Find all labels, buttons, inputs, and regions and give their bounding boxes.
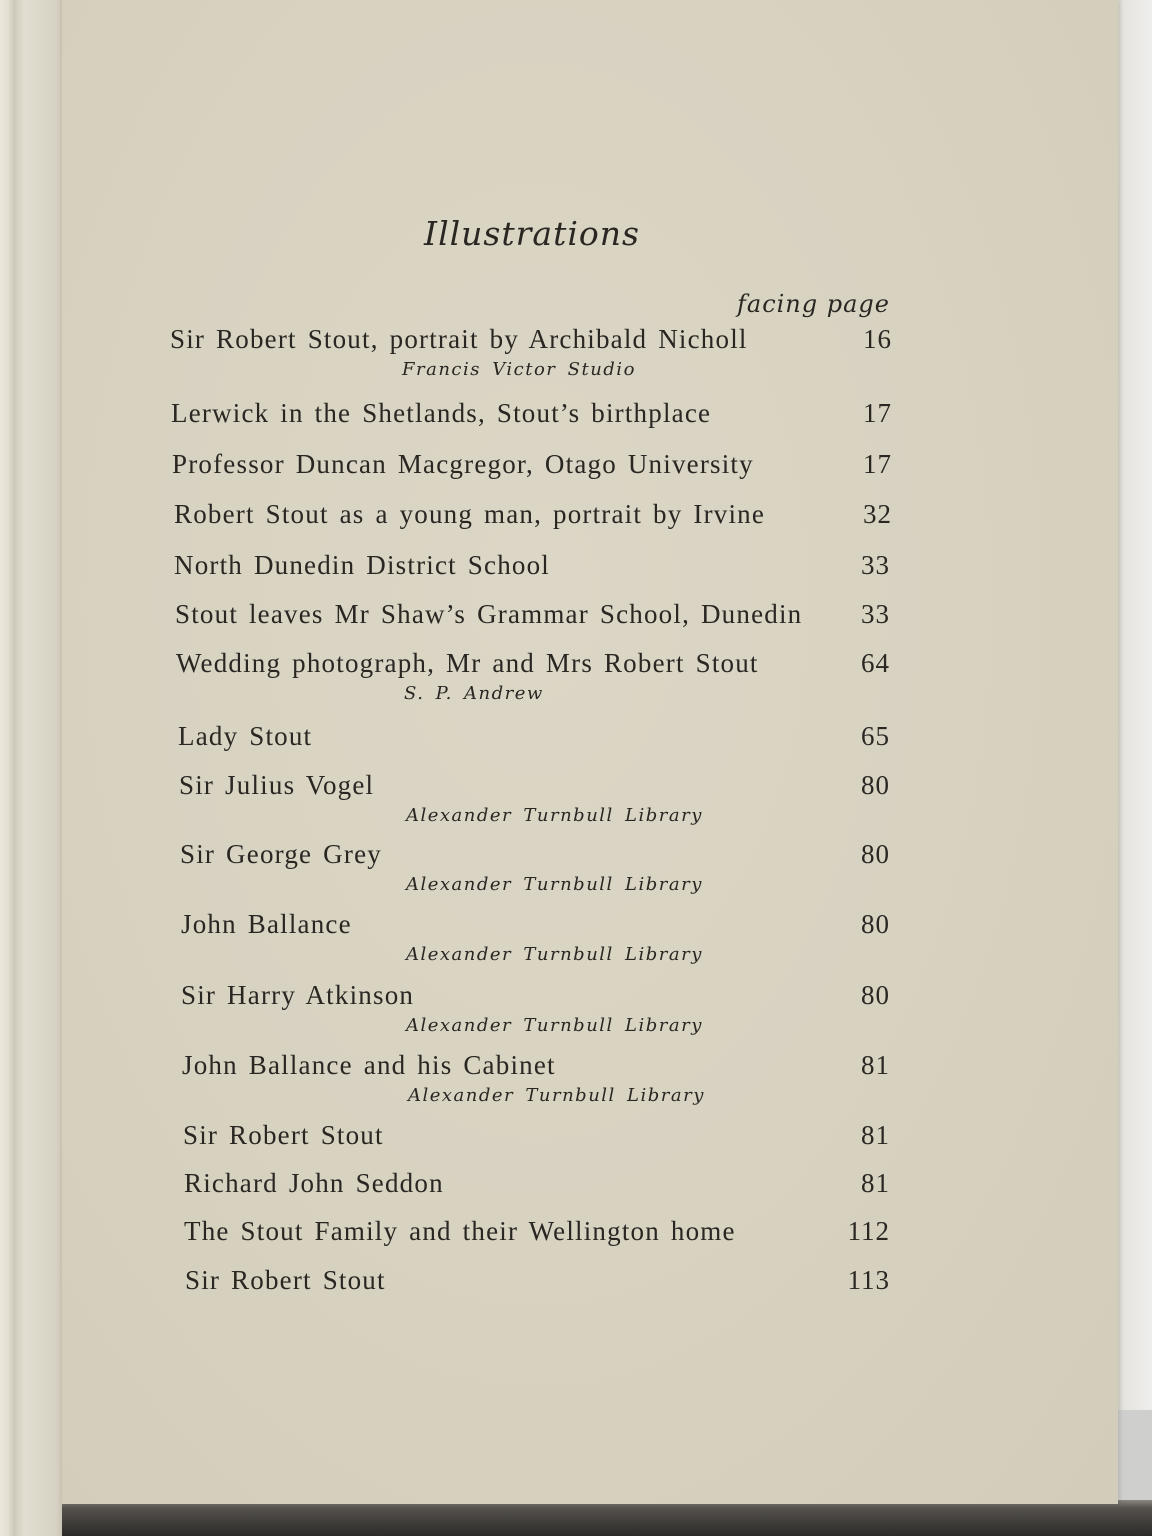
list-item [0,1050,1152,1106]
entry-title: Sir Robert Stout [183,1120,384,1150]
entry-page-number: 32 [863,499,892,529]
entry-page-number: 64 [861,648,890,678]
entry-credit: Alexander Turnbull Library [406,874,703,895]
list-item [0,599,1152,639]
entry-title: John Ballance [181,909,352,939]
entry-title: Robert Stout as a young man, portrait by Irvine [174,499,766,529]
entry-title: Lady Stout [178,721,313,751]
entry-page-number: 80 [861,980,890,1010]
entry-page-number: 33 [861,550,890,580]
list-item [0,839,1152,895]
entry-title: Professor Duncan Macgregor, Otago University [172,449,754,479]
entry-page-number: 80 [861,839,890,869]
list-item [0,1168,1152,1208]
entry-credit: Francis Victor Studio [402,359,636,380]
entry-page-number: 81 [861,1050,890,1080]
list-item [0,398,1152,438]
list-item [0,1265,1152,1305]
page-title: Illustrations [424,214,640,253]
entry-credit: Alexander Turnbull Library [406,944,703,965]
entry-credit: S. P. Andrew [404,683,544,704]
entry-page-number: 17 [863,449,892,479]
entry-title: Lerwick in the Shetlands, Stout’s birthplace [171,398,712,428]
book-binding [0,0,62,1536]
facing-page-column-label: facing page [737,290,890,318]
entry-credit: Alexander Turnbull Library [406,1015,703,1036]
list-item [0,770,1152,826]
entry-title: Sir Harry Atkinson [181,980,415,1010]
entry-title: Sir Robert Stout [185,1265,386,1295]
list-item [0,1120,1152,1160]
list-item [0,550,1152,590]
list-item [0,980,1152,1036]
entry-title: Richard John Seddon [184,1168,444,1198]
list-item [0,499,1152,539]
entry-title: Sir Julius Vogel [179,770,375,800]
list-item [0,721,1152,761]
entry-page-number: 65 [861,721,890,751]
entry-credit: Alexander Turnbull Library [406,805,703,826]
entry-title: Sir George Grey [180,839,382,869]
list-item [0,909,1152,965]
bottom-shadow [62,1500,1152,1536]
entry-page-number: 80 [861,909,890,939]
entry-credit: Alexander Turnbull Library [408,1085,705,1106]
list-item [0,449,1152,489]
background-surface [1112,1410,1152,1500]
entry-page-number: 16 [863,324,892,354]
entry-page-number: 81 [861,1120,890,1150]
entry-page-number: 112 [847,1216,890,1246]
entry-page-number: 33 [861,599,890,629]
entry-title: Stout leaves Mr Shaw’s Grammar School, Dunedin [175,599,803,629]
entry-page-number: 17 [863,398,892,428]
entry-title: North Dunedin District School [174,550,551,580]
entry-title: John Ballance and his Cabinet [182,1050,556,1080]
entry-page-number: 113 [847,1265,890,1295]
list-item [0,648,1152,704]
entry-title: Sir Robert Stout, portrait by Archibald Nicholl [170,324,748,354]
list-item [0,324,1152,380]
entry-page-number: 81 [861,1168,890,1198]
entry-page-number: 80 [861,770,890,800]
list-item [0,1216,1152,1256]
entry-title: The Stout Family and their Wellington home [184,1216,736,1246]
entry-title: Wedding photograph, Mr and Mrs Robert Stout [176,648,759,678]
